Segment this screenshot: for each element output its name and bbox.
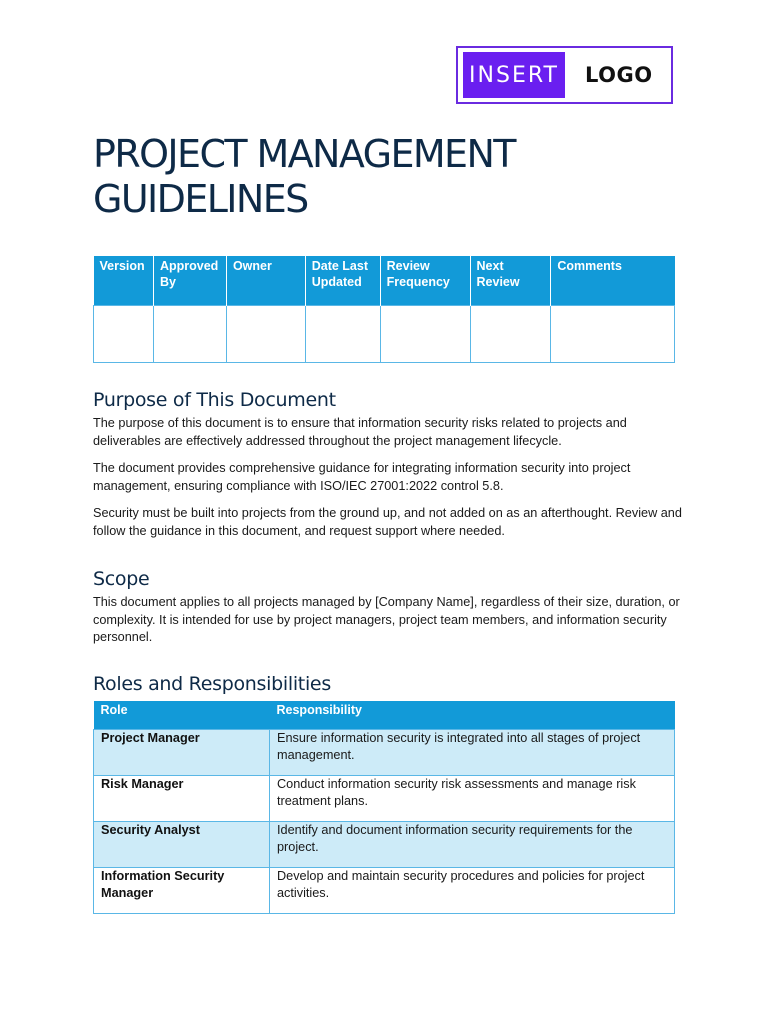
version-header-comments: Comments [551, 256, 675, 305]
version-cell-next-review[interactable] [470, 305, 551, 362]
page-title [93, 132, 693, 222]
page-title-line-2: GUIDELINES [93, 177, 308, 221]
responsibility-cell: Ensure information security is integrated into all stages of project management. [270, 729, 675, 775]
version-control-table [93, 256, 675, 363]
version-cell-owner[interactable] [226, 305, 305, 362]
version-table-row [94, 305, 675, 362]
roles-table-header-row [94, 701, 675, 729]
version-table-header-row [94, 256, 675, 305]
roles-header-role: Role [94, 701, 270, 729]
version-header-approved-by: Approved By [153, 256, 226, 305]
table-row [94, 867, 675, 913]
role-cell: Project Manager [94, 729, 270, 775]
version-cell-comments[interactable] [551, 305, 675, 362]
roles-table [93, 701, 675, 914]
role-cell: Information Security Manager [94, 867, 270, 913]
responsibility-cell: Conduct information security risk assessments and manage risk treatment plans. [270, 775, 675, 821]
scope-paragraph: This document applies to all projects managed by [Company Name], regardless of their size, duration, or complexity. It is intended for use by project managers, project team members, and information security personnel. [93, 595, 680, 645]
responsibility-cell: Develop and maintain security procedures and policies for project activities. [270, 867, 675, 913]
scope-heading: Scope [93, 568, 150, 590]
version-header-owner: Owner [226, 256, 305, 305]
purpose-paragraph-3: Security must be built into projects from the ground up, and not added on as an afterthought. Review and follow the guidance in this document, and request support where needed. [93, 506, 682, 538]
role-cell: Security Analyst [94, 821, 270, 867]
logo-insert-block: INSERT [463, 52, 565, 98]
roles-heading: Roles and Responsibilities [93, 673, 331, 695]
version-cell-approved-by[interactable] [153, 305, 226, 362]
table-row [94, 729, 675, 775]
responsibility-cell: Identify and document information security requirements for the project. [270, 821, 675, 867]
version-header-date-last-updated: Date Last Updated [305, 256, 380, 305]
version-cell-date-last-updated[interactable] [305, 305, 380, 362]
version-cell-review-frequency[interactable] [380, 305, 470, 362]
version-cell-version[interactable] [94, 305, 154, 362]
table-row [94, 775, 675, 821]
logo-placeholder [456, 46, 673, 104]
role-cell: Risk Manager [94, 775, 270, 821]
purpose-heading: Purpose of This Document [93, 389, 336, 411]
table-row [94, 821, 675, 867]
logo-text: LOGO [585, 63, 653, 87]
version-header-next-review: Next Review [470, 256, 551, 305]
version-header-version: Version [94, 256, 154, 305]
purpose-paragraph-2: The document provides comprehensive guidance for integrating information security into project management, ensuring compliance with ISO/IEC 27001:2022 control 5.8. [93, 461, 631, 493]
version-header-review-frequency: Review Frequency [380, 256, 470, 305]
roles-header-responsibility: Responsibility [270, 701, 675, 729]
page-title-line-1: PROJECT MANAGEMENT [93, 132, 515, 176]
purpose-paragraph-1: The purpose of this document is to ensure that information security risks related to projects and deliverables are effectively addressed throughout the project management lifecycle. [93, 416, 627, 448]
